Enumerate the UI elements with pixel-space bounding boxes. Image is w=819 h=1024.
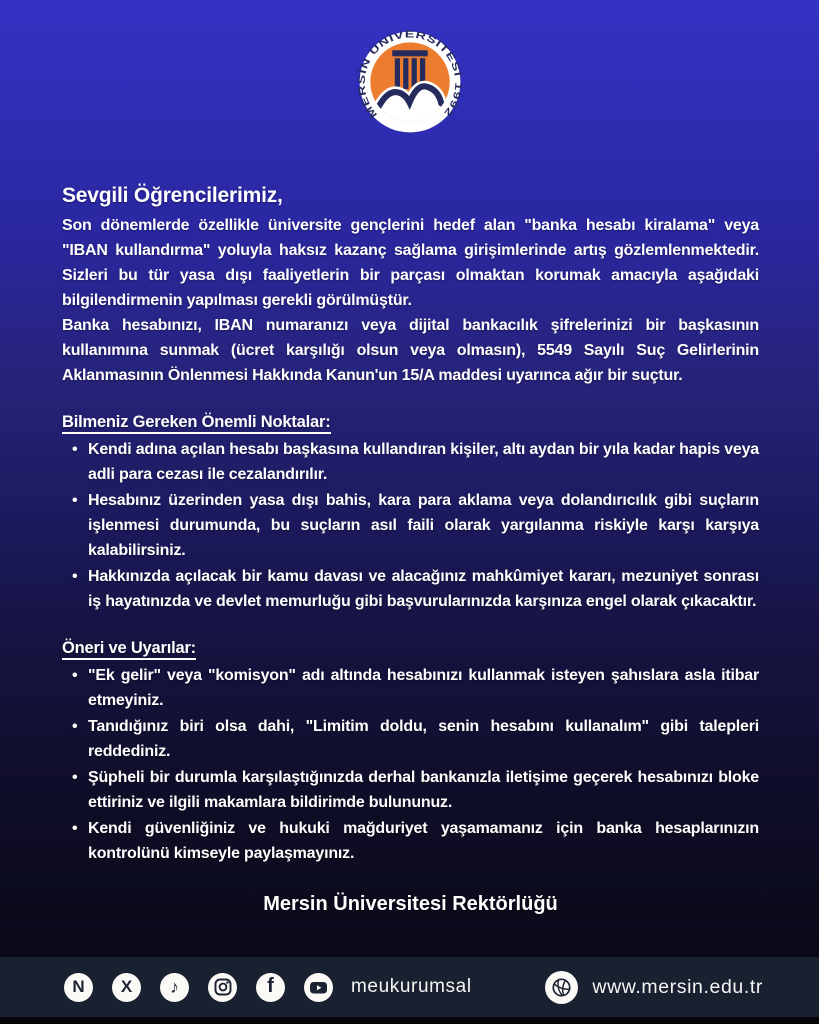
tiktok-icon: ♪ [160, 973, 189, 1002]
salutation: Sevgili Öğrencilerimiz, [62, 184, 283, 207]
nsosyal-icon: N [64, 973, 93, 1002]
list-item: • Kendi güvenliğiniz ve hukuki mağduriyet yaşamamanız için banka hesaplarınızın kontrolünü kimseyle paylaşmayınız. [88, 816, 759, 866]
social-icons-row [64, 973, 333, 1002]
important-points-list [62, 437, 759, 614]
website-url: www.mersin.edu.tr [592, 975, 763, 998]
globe-icon [545, 971, 578, 1004]
list-item: • Hakkınızda açılacak bir kamu davası ve alacağınız mahkûmiyet kararı, mezuniyet sonrası iş hayatınızda ve devlet memurluğu gibi başvurularınızda karşınıza engel olarak çıkacaktır. [88, 564, 759, 614]
youtube-icon [304, 973, 333, 1002]
social-handle: meukurumsal [351, 976, 472, 997]
section-heading-important-points: Bilmeniz Gereken Önemli Noktalar: [62, 410, 759, 435]
intro-paragraph-1: Son dönemlerde özellikle üniversite gençlerini hedef alan "banka hesabı kiralama" veya "IBAN kullandırma" yoluyla haksız kazanç sağlama girişimlerinde artış gözlemlenmektedir. Sizleri bu tür yasa dışı faaliyetlerin bir parçası olmaktan korumak amacıyla aşağıdaki bilgilendirmenin yapılması gerekli görülmüştür. [62, 217, 759, 309]
list-item: • Hesabınız üzerinden yasa dışı bahis, kara para aklama veya dolandırıcılık gibi suçların işlenmesi durumunda, bu suçların asıl faili olarak yargılanma riskiyle karşı karşıya kalabilirsiniz. [88, 488, 759, 563]
logo-arc-text: MERSİN ÜNİVERSİTESİ 1992 [355, 29, 463, 120]
list-item: • "Ek gelir" veya "komisyon" adı altında hesabınızı kullanmak isteyen şahıslara asla itibar etmeyiniz. [88, 663, 759, 713]
mersin-university-logo-icon [354, 26, 466, 138]
section-heading-advice: Öneri ve Uyarılar: [62, 636, 759, 661]
list-item: • Şüpheli bir durumla karşılaştığınızda derhal bankanızla iletişime geçerek hesabınızı bloke ettiriniz ve ilgili makamlara bildirimde bulununuz. [88, 765, 759, 815]
x-twitter-icon: X [112, 973, 141, 1002]
letter-body [0, 143, 819, 917]
list-item: • Tanıdığınız biri olsa dahi, "Limitim doldu, senin hesabını kullanalım" gibi talepleri reddediniz. [88, 714, 759, 764]
bottom-strip [0, 1017, 819, 1024]
intro-paragraph-2: Banka hesabınızı, IBAN numaranızı veya dijital bankacılık şifrelerinizi bir başkasının kullanımına sunmak (ücret karşılığı olsun veya olmasın), 5549 Sayılı Suç Gelirlerinin Aklanmasının Önlenmesi Hakkında Kanun'un 15/A maddesi uyarınca ağır bir suçtur. [62, 317, 759, 384]
footer-bar [0, 957, 819, 1017]
instagram-icon [208, 973, 237, 1002]
website-group [545, 971, 763, 1004]
signature: Mersin Üniversitesi Rektörlüğü [263, 893, 558, 915]
facebook-icon: f [256, 973, 285, 1002]
advice-list [62, 663, 759, 866]
list-item: • Kendi adına açılan hesabı başkasına kullandıran kişiler, altı aydan bir yıla kadar hapis veya adli para cezası ile cezalandırılır. [88, 437, 759, 487]
university-logo [354, 26, 466, 143]
